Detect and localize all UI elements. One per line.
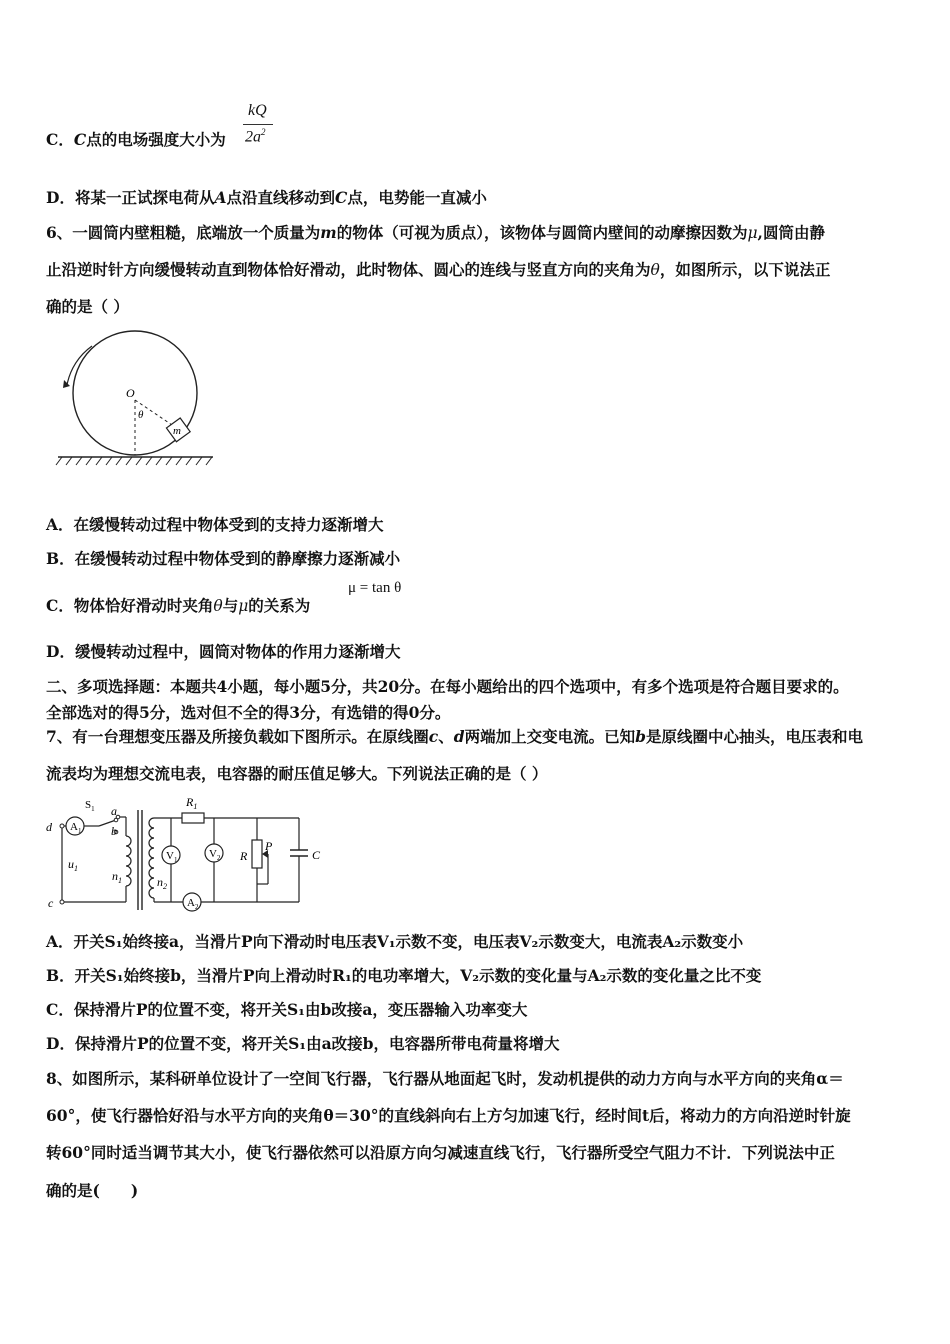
label-s1: $S_1$: [85, 799, 95, 813]
label-r1: $R_1$: [186, 795, 198, 811]
q7-stem-line1: 7、有一台理想变压器及所接负载如下图所示。在原线圈c、d两端加上交变电流。已知b是原线圈中心抽头，电压表和电: [46, 727, 863, 746]
q7-option-b: B．开关S₁始终接b，当滑片P向上滑动时R₁的电功率增大，V₂示数的变化量与A₂示数的变化量之比不变: [46, 966, 762, 985]
label-n2: $n_2$: [157, 875, 167, 891]
label-n1: $n_1$: [112, 869, 122, 885]
voltmeter-v1-label: $V_1$: [166, 850, 178, 864]
q6-stem-line3: 确的是（ ）: [46, 297, 129, 316]
label-r: R: [240, 849, 248, 863]
label-d: d: [46, 820, 52, 834]
q5-formula-numerator: kQ: [248, 102, 267, 119]
label-c: c: [48, 896, 54, 910]
section2-line2: 全部选对的得5分，选对但不全的得3分，有选错的得0分。: [46, 703, 451, 722]
q6-option-b: B．在缓慢转动过程中物体受到的静摩擦力逐渐减小: [46, 549, 401, 568]
section2-line1: 二、多项选择题：本题共4小题，每小题5分，共20分。在每小题给出的四个选项中，有多个选项是符合题目要求的。: [46, 677, 849, 696]
q8-stem-line4: 确的是( ): [46, 1181, 139, 1200]
q7-option-d: D．保持滑片P的位置不变，将开关S₁由a改接b，电容器所带电荷量将增大: [46, 1034, 560, 1053]
label-a: a: [111, 804, 117, 818]
q6-optc-formula: μ = tan θ: [348, 580, 402, 596]
label-u1: $u_1$: [68, 857, 78, 873]
q7-circuit-figure: [44, 790, 344, 915]
q7-stem-line2: 流表均为理想交流电表，电容器的耐压值足够大。下列说法正确的是（ ）: [46, 764, 548, 783]
block-label-m: m: [173, 425, 181, 437]
q6-option-c: C．物体恰好滑动时夹角θ与μ的关系为: [46, 596, 311, 615]
q6-stem-line2: 止沿逆时针方向缓慢转动直到物体恰好滑动，此时物体、圆心的连线与竖直方向的夹角为θ，如图所示，以下说法正: [46, 260, 831, 279]
ammeter-a1-label: $A_1$: [70, 821, 82, 835]
q5-option-d: D．将某一正试探电荷从A点沿直线移动到C点，电势能一直减小: [46, 188, 487, 207]
label-p: P: [265, 839, 273, 853]
label-b: b: [111, 824, 117, 838]
q5-formula-denominator: $2a^2$: [245, 127, 266, 146]
center-label-o: O: [126, 386, 135, 400]
ammeter-a2-label: $A_2$: [187, 897, 199, 911]
angle-label-theta: θ: [138, 409, 144, 421]
q6-cylinder-figure: [50, 330, 220, 475]
q8-stem-line1: 8、如图所示，某科研单位设计了一空间飞行器，飞行器从地面起飞时，发动机提供的动力方向与水平方向的夹角α＝: [46, 1069, 844, 1088]
q8-stem-line3: 转60°同时适当调节其大小，使飞行器依然可以沿原方向匀减速直线飞行，飞行器所受空气阻力不计．下列说法中正: [46, 1143, 835, 1162]
label-c-capacitor: C: [312, 848, 321, 862]
q6-option-d: D．缓慢转动过程中，圆筒对物体的作用力逐渐增大: [46, 642, 401, 661]
q8-stem-line2: 60°，使飞行器恰好沿与水平方向的夹角θ＝30°的直线斜向右上方匀加速飞行，经时间t后，将动力的方向沿逆时针旋: [46, 1106, 851, 1125]
q7-option-a: A．开关S₁始终接a，当滑片P向下滑动时电压表V₁示数不变，电压表V₂示数变大，电流表A₂示数变小: [46, 932, 744, 951]
q5-option-c: C．C点的电场强度大小为: [46, 130, 226, 149]
q7-option-c: C．保持滑片P的位置不变，将开关S₁由b改接a，变压器输入功率变大: [46, 1000, 528, 1019]
q6-option-a: A．在缓慢转动过程中物体受到的支持力逐渐增大: [46, 515, 384, 534]
voltmeter-v2-label: $V_2$: [209, 848, 221, 862]
ground-hatching: [56, 457, 212, 465]
fraction-bar: [243, 124, 273, 125]
q6-stem-line1: 6、一圆筒内壁粗糙，底端放一个质量为m的物体（可视为质点），该物体与圆筒内壁间的动摩擦因数为μ,圆筒由静: [46, 223, 825, 242]
arrow-head-icon: [63, 380, 70, 388]
